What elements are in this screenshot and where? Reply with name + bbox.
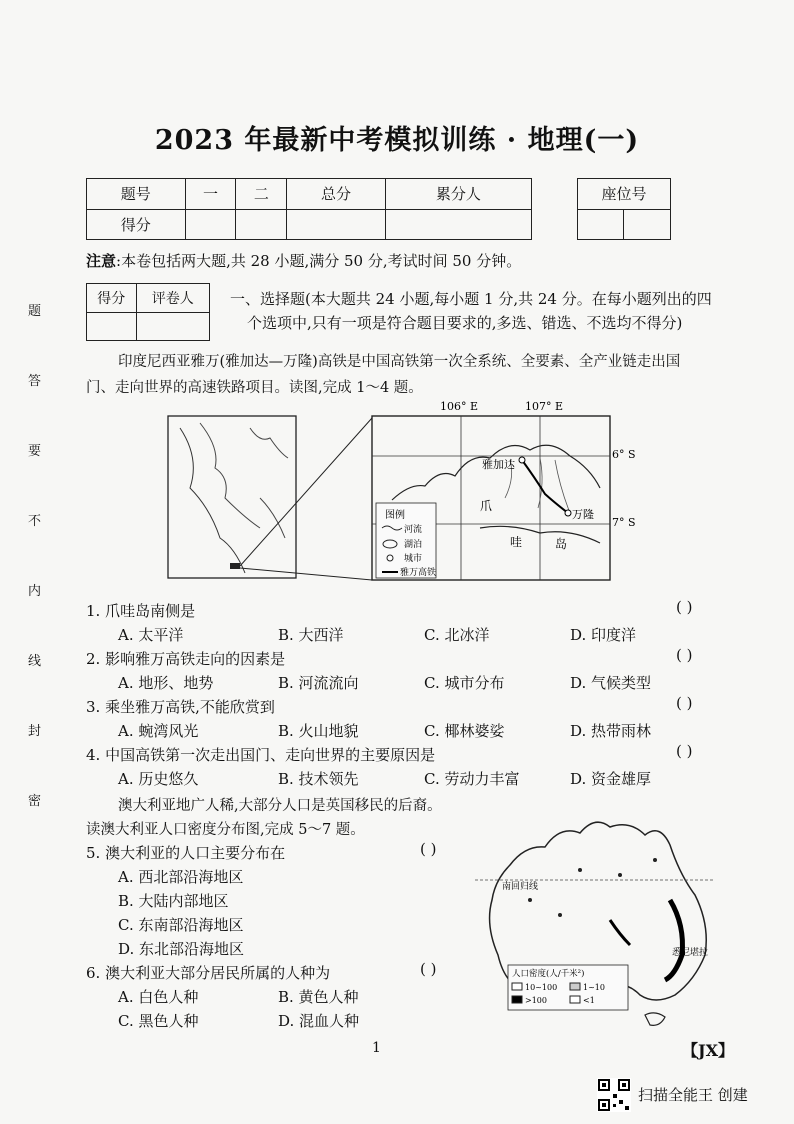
question-1-option-b[interactable]: B. 大西洋 bbox=[278, 626, 344, 644]
question-5-option-b[interactable]: B. 大陆内部地区 bbox=[118, 892, 229, 910]
grader-reviewer-cell[interactable] bbox=[136, 312, 209, 341]
side-char-3: 要 bbox=[28, 444, 42, 459]
side-char-2: 答 bbox=[28, 374, 42, 389]
grader-reviewer-label: 评卷人 bbox=[136, 284, 209, 313]
question-5-option-c[interactable]: C. 东南部沿海地区 bbox=[118, 916, 244, 934]
question-4-stem: 4. 中国高铁第一次走出国门、走向世界的主要原因是 bbox=[86, 746, 436, 764]
seat-table bbox=[577, 178, 671, 240]
passage2-line-1: 澳大利亚地广人稀,大部分人口是英国移民的后裔。 bbox=[118, 798, 442, 814]
legend-lake: 湖泊 bbox=[404, 540, 423, 550]
legend-city: 城市 bbox=[404, 554, 423, 564]
lon-label-106: 106° E bbox=[440, 400, 479, 413]
question-6-option-c[interactable]: C. 黑色人种 bbox=[118, 1012, 199, 1030]
section-instructions: 个选项中,只有一项是符合题目要求的,多选、错选、不选均不得分) bbox=[247, 314, 683, 332]
grader-score-cell[interactable] bbox=[87, 312, 137, 341]
seat-cell-1[interactable] bbox=[578, 209, 624, 240]
side-char-7: 封 bbox=[28, 724, 42, 739]
score-table bbox=[86, 178, 532, 240]
legend-title: 图例 bbox=[385, 510, 405, 521]
page-number: 1 bbox=[372, 1040, 381, 1056]
question-4-option-c[interactable]: C. 劳动力丰富 bbox=[424, 770, 520, 788]
question-2-option-d[interactable]: D. 气候类型 bbox=[570, 674, 652, 692]
legend2-10-100: 10~100 bbox=[525, 983, 558, 992]
grader-score-label: 得分 bbox=[87, 284, 137, 313]
score-cell-part2[interactable] bbox=[236, 209, 287, 240]
grader-table bbox=[86, 283, 210, 341]
page-title: 2023 年最新中考模拟训练 · 地理(一) bbox=[154, 125, 640, 156]
score-cell-total[interactable] bbox=[287, 209, 386, 240]
question-2-option-b[interactable]: B. 河流流向 bbox=[278, 674, 359, 692]
passage2-line-2: 读澳大利亚人口密度分布图,完成 5～7 题。 bbox=[86, 822, 365, 838]
legend-river: 河流 bbox=[404, 525, 423, 535]
tropic-label: 南回归线 bbox=[502, 882, 539, 892]
lat-label-6: 6° S bbox=[612, 448, 636, 461]
question-2-option-c[interactable]: C. 城市分布 bbox=[424, 674, 505, 692]
side-char-6: 线 bbox=[28, 654, 42, 669]
side-char-4: 不 bbox=[28, 514, 42, 529]
score-header-part1: 一 bbox=[185, 179, 236, 210]
passage-line-2: 门、走向世界的高速铁路项目。读图,完成 1～4 题。 bbox=[86, 380, 423, 396]
side-char-5: 内 bbox=[28, 584, 42, 599]
score-row-label: 得分 bbox=[87, 209, 186, 240]
score-header-accumulator: 累分人 bbox=[385, 179, 531, 210]
question-1-option-a[interactable]: A. 太平洋 bbox=[118, 626, 184, 644]
question-6-answer[interactable]: ( ) bbox=[420, 960, 437, 978]
score-header-total: 总分 bbox=[287, 179, 386, 210]
passage-line-1: 印度尼西亚雅万(雅加达—万隆)高铁是中国高铁第一次全系统、全要素、全产业链走出国 bbox=[118, 354, 681, 370]
question-4-option-b[interactable]: B. 技术领先 bbox=[278, 770, 359, 788]
score-header-qnum: 题号 bbox=[87, 179, 186, 210]
city-bandung: 万隆 bbox=[572, 508, 594, 521]
question-1-option-d[interactable]: D. 印度洋 bbox=[570, 626, 637, 644]
question-4-option-d[interactable]: D. 资金雄厚 bbox=[570, 770, 652, 788]
question-5-answer[interactable]: ( ) bbox=[420, 840, 437, 858]
exam-note bbox=[86, 250, 521, 271]
note-text: :本卷包括两大题,共 28 小题,满分 50 分,考试时间 50 分钟。 bbox=[116, 252, 522, 270]
question-3-option-d[interactable]: D. 热带雨林 bbox=[570, 722, 652, 740]
seat-cell-2[interactable] bbox=[624, 209, 671, 240]
island-char-1: 爪 bbox=[480, 499, 493, 513]
side-char-1: 题 bbox=[28, 304, 42, 319]
seat-label: 座位号 bbox=[578, 179, 671, 210]
question-3-option-c[interactable]: C. 椰林婆娑 bbox=[424, 722, 505, 740]
question-3-answer[interactable]: ( ) bbox=[676, 694, 693, 712]
island-char-3: 岛 bbox=[555, 537, 568, 551]
question-5-option-a[interactable]: A. 西北部沿海地区 bbox=[118, 868, 244, 886]
city-jakarta: 雅加达 bbox=[482, 458, 515, 471]
question-5-option-d[interactable]: D. 东北部沿海地区 bbox=[118, 940, 245, 958]
question-6-stem: 6. 澳大利亚大部分居民所属的人种为 bbox=[86, 964, 331, 982]
question-2-option-a[interactable]: A. 地形、地势 bbox=[118, 674, 214, 692]
legend2-title: 人口密度(人/千米²) bbox=[512, 969, 585, 979]
question-6-option-a[interactable]: A. 白色人种 bbox=[118, 988, 199, 1006]
lat-label-7: 7° S bbox=[612, 516, 636, 529]
question-1-stem: 1. 爪哇岛南侧是 bbox=[86, 602, 196, 620]
question-3-option-a[interactable]: A. 蜿湾风光 bbox=[118, 722, 199, 740]
scanner-watermark: 扫描全能王 创建 bbox=[638, 1086, 748, 1104]
city-label: 悉尼堪拉 bbox=[672, 948, 709, 958]
side-char-8: 密 bbox=[28, 794, 42, 809]
island-char-2: 哇 bbox=[510, 535, 523, 549]
score-cell-part1[interactable] bbox=[185, 209, 236, 240]
section-heading: 一、选择题(本大题共 24 小题,每小题 1 分,共 24 分。在每小题列出的四 bbox=[230, 290, 712, 308]
question-2-stem: 2. 影响雅万高铁走向的因素是 bbox=[86, 650, 286, 668]
question-1-option-c[interactable]: C. 北冰洋 bbox=[424, 626, 490, 644]
question-3-option-b[interactable]: B. 火山地貌 bbox=[278, 722, 359, 740]
lon-label-107: 107° E bbox=[525, 400, 564, 413]
question-2-answer[interactable]: ( ) bbox=[676, 646, 693, 664]
legend2-1-10: 1~10 bbox=[583, 983, 605, 992]
question-6-option-b[interactable]: B. 黄色人种 bbox=[278, 988, 359, 1006]
question-5-stem: 5. 澳大利亚的人口主要分布在 bbox=[86, 844, 286, 862]
qr-code-icon bbox=[597, 1078, 631, 1112]
australia-population-map bbox=[470, 805, 720, 1035]
note-label: 注意 bbox=[86, 252, 117, 270]
score-header-part2: 二 bbox=[236, 179, 287, 210]
question-4-answer[interactable]: ( ) bbox=[676, 742, 693, 760]
exam-code: 【JX】 bbox=[682, 1041, 734, 1060]
java-railway-map bbox=[160, 398, 636, 598]
legend2-lt1: <1 bbox=[583, 996, 595, 1005]
question-3-stem: 3. 乘坐雅万高铁,不能欣赏到 bbox=[86, 698, 275, 716]
legend2-gt100: >100 bbox=[525, 996, 547, 1005]
score-cell-accumulator[interactable] bbox=[385, 209, 531, 240]
question-1-answer[interactable]: ( ) bbox=[676, 598, 693, 616]
question-6-option-d[interactable]: D. 混血人种 bbox=[278, 1012, 360, 1030]
legend-railway: 雅万高铁 bbox=[400, 568, 437, 578]
question-4-option-a[interactable]: A. 历史悠久 bbox=[118, 770, 199, 788]
